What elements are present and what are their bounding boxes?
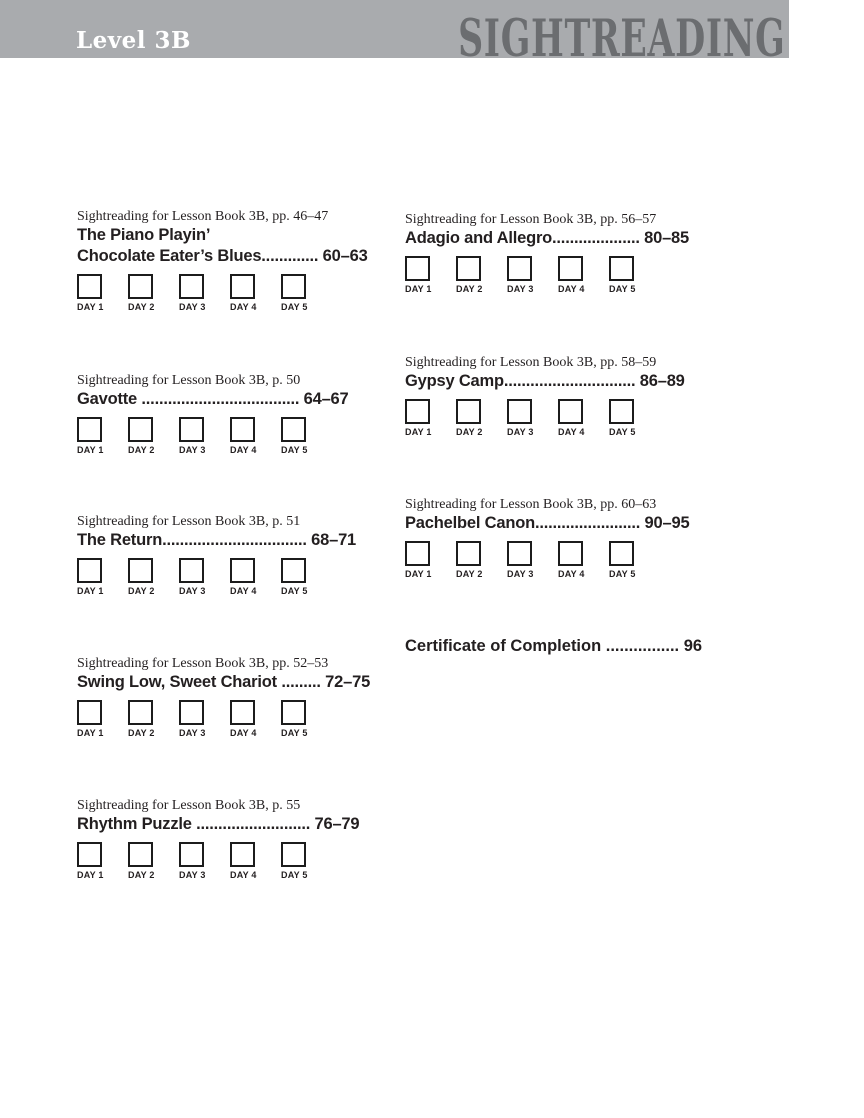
entry-title: Rhythm Puzzle .......................... 76–79	[77, 815, 360, 833]
day-checkbox[interactable]	[507, 256, 532, 281]
day-cell	[507, 541, 558, 579]
day-label: DAY 2	[128, 302, 155, 312]
day-checkbox[interactable]	[230, 700, 255, 725]
day-checkbox[interactable]	[456, 399, 481, 424]
day-checkbox[interactable]	[456, 256, 481, 281]
day-label: DAY 1	[77, 445, 104, 455]
day-label: DAY 2	[456, 569, 483, 579]
day-cell	[230, 417, 281, 455]
day-cell	[77, 558, 128, 596]
entry-caption: Sightreading for Lesson Book 3B, pp. 46–47	[77, 209, 329, 224]
entry-title: The Piano Playin’	[77, 226, 211, 244]
day-label: DAY 4	[558, 569, 585, 579]
day-label: DAY 2	[128, 728, 155, 738]
day-cell	[77, 274, 128, 312]
entry-title: Swing Low, Sweet Chariot ......... 72–75	[77, 673, 371, 691]
day-row	[77, 417, 397, 455]
day-checkbox[interactable]	[609, 256, 634, 281]
day-label: DAY 3	[507, 569, 534, 579]
day-checkbox[interactable]	[179, 274, 204, 299]
day-label: DAY 1	[405, 569, 432, 579]
day-cell	[230, 558, 281, 596]
day-cell	[405, 541, 456, 579]
day-cell	[77, 700, 128, 738]
day-checkbox[interactable]	[405, 541, 430, 566]
day-cell	[179, 417, 230, 455]
entry-title: Chocolate Eater’s Blues............. 60–63	[77, 247, 368, 265]
day-cell	[456, 256, 507, 294]
day-checkbox[interactable]	[77, 842, 102, 867]
day-label: DAY 1	[77, 302, 104, 312]
day-label: DAY 4	[230, 586, 257, 596]
day-cell	[609, 399, 660, 437]
entry-caption: Sightreading for Lesson Book 3B, pp. 60–63	[405, 497, 657, 512]
day-label: DAY 2	[128, 445, 155, 455]
day-label: DAY 1	[77, 586, 104, 596]
day-cell	[405, 256, 456, 294]
day-checkbox[interactable]	[179, 558, 204, 583]
day-cell	[230, 700, 281, 738]
day-row	[405, 541, 725, 579]
day-cell	[558, 256, 609, 294]
day-label: DAY 4	[558, 284, 585, 294]
day-cell	[456, 399, 507, 437]
day-cell	[77, 417, 128, 455]
day-label: DAY 5	[281, 728, 308, 738]
toc-entry-adagio-allegro	[405, 211, 725, 294]
day-cell	[456, 541, 507, 579]
day-cell	[281, 558, 332, 596]
day-label: DAY 3	[507, 427, 534, 437]
day-checkbox[interactable]	[609, 399, 634, 424]
day-cell	[128, 558, 179, 596]
day-label: DAY 4	[230, 728, 257, 738]
day-checkbox[interactable]	[281, 274, 306, 299]
entry-title: Gypsy Camp.............................. 86–89	[405, 372, 685, 390]
day-checkbox[interactable]	[558, 399, 583, 424]
day-cell	[281, 700, 332, 738]
day-checkbox[interactable]	[405, 399, 430, 424]
day-row	[405, 399, 725, 437]
day-label: DAY 3	[179, 586, 206, 596]
day-cell	[558, 541, 609, 579]
day-row	[405, 256, 725, 294]
day-label: DAY 5	[281, 302, 308, 312]
toc-entry-rhythm-puzzle	[77, 797, 397, 880]
entry-caption: Sightreading for Lesson Book 3B, p. 50	[77, 373, 301, 388]
day-checkbox[interactable]	[128, 417, 153, 442]
day-checkbox[interactable]	[281, 842, 306, 867]
day-label: DAY 2	[128, 870, 155, 880]
day-label: DAY 1	[77, 728, 104, 738]
toc-entry-swing-low	[77, 655, 397, 738]
day-checkbox[interactable]	[128, 700, 153, 725]
day-cell	[405, 399, 456, 437]
day-checkbox[interactable]	[230, 274, 255, 299]
day-cell	[128, 417, 179, 455]
day-cell	[179, 274, 230, 312]
day-checkbox[interactable]	[558, 541, 583, 566]
day-row	[77, 700, 397, 738]
day-checkbox[interactable]	[507, 541, 532, 566]
day-checkbox[interactable]	[281, 700, 306, 725]
day-label: DAY 5	[281, 445, 308, 455]
day-row	[77, 274, 397, 312]
page-title: SIGHTREADING	[457, 9, 785, 69]
day-cell	[558, 399, 609, 437]
day-label: DAY 4	[230, 870, 257, 880]
day-checkbox[interactable]	[281, 558, 306, 583]
entry-caption: Sightreading for Lesson Book 3B, p. 55	[77, 798, 301, 813]
day-label: DAY 4	[230, 302, 257, 312]
day-checkbox[interactable]	[128, 558, 153, 583]
day-checkbox[interactable]	[128, 274, 153, 299]
toc-entry-piano-playin	[77, 208, 397, 312]
day-checkbox[interactable]	[609, 541, 634, 566]
day-cell	[179, 842, 230, 880]
entry-title: Gavotte .................................... 64–67	[77, 390, 349, 408]
day-cell	[507, 399, 558, 437]
day-checkbox[interactable]	[77, 417, 102, 442]
day-row	[77, 842, 397, 880]
toc-entry-the-return	[77, 513, 397, 596]
day-cell	[609, 256, 660, 294]
day-checkbox[interactable]	[77, 700, 102, 725]
day-checkbox[interactable]	[128, 842, 153, 867]
entry-caption: Sightreading for Lesson Book 3B, pp. 52–53	[77, 656, 329, 671]
day-cell	[230, 842, 281, 880]
day-label: DAY 5	[609, 284, 636, 294]
day-cell	[507, 256, 558, 294]
day-label: DAY 5	[609, 569, 636, 579]
toc-entry-gypsy-camp	[405, 354, 725, 437]
day-checkbox[interactable]	[77, 274, 102, 299]
day-cell	[230, 274, 281, 312]
day-checkbox[interactable]	[558, 256, 583, 281]
day-checkbox[interactable]	[230, 842, 255, 867]
day-label: DAY 3	[179, 728, 206, 738]
entry-caption: Sightreading for Lesson Book 3B, p. 51	[77, 514, 301, 529]
day-checkbox[interactable]	[77, 558, 102, 583]
day-checkbox[interactable]	[281, 417, 306, 442]
entry-title: Pachelbel Canon........................ 90–95	[405, 514, 690, 532]
day-checkbox[interactable]	[405, 256, 430, 281]
day-cell	[281, 842, 332, 880]
day-label: DAY 1	[405, 427, 432, 437]
day-cell	[77, 842, 128, 880]
day-label: DAY 4	[230, 445, 257, 455]
day-cell	[128, 700, 179, 738]
day-label: DAY 2	[456, 427, 483, 437]
entry-title: The Return................................. 68–71	[77, 531, 357, 549]
day-label: DAY 3	[179, 302, 206, 312]
certificate-line: Certificate of Completion ................ 96	[405, 637, 703, 655]
level-badge: Level 3B	[76, 27, 191, 54]
day-label: DAY 4	[558, 427, 585, 437]
entry-caption: Sightreading for Lesson Book 3B, pp. 56–57	[405, 212, 657, 227]
day-label: DAY 5	[281, 870, 308, 880]
day-checkbox[interactable]	[179, 417, 204, 442]
entry-caption: Sightreading for Lesson Book 3B, pp. 58–59	[405, 355, 657, 370]
day-label: DAY 3	[179, 445, 206, 455]
day-cell	[128, 274, 179, 312]
day-label: DAY 2	[456, 284, 483, 294]
entry-title: Adagio and Allegro.................... 80–85	[405, 229, 689, 247]
day-label: DAY 1	[77, 870, 104, 880]
day-cell	[281, 417, 332, 455]
day-checkbox[interactable]	[179, 700, 204, 725]
day-cell	[609, 541, 660, 579]
day-label: DAY 5	[281, 586, 308, 596]
day-row	[77, 558, 397, 596]
day-checkbox[interactable]	[230, 558, 255, 583]
toc-entry-gavotte	[77, 372, 397, 455]
day-checkbox[interactable]	[507, 399, 532, 424]
day-checkbox[interactable]	[230, 417, 255, 442]
day-cell	[281, 274, 332, 312]
day-cell	[179, 700, 230, 738]
day-checkbox[interactable]	[456, 541, 481, 566]
day-cell	[128, 842, 179, 880]
day-label: DAY 2	[128, 586, 155, 596]
day-label: DAY 3	[507, 284, 534, 294]
toc-entry-pachelbel-canon	[405, 496, 725, 579]
day-label: DAY 3	[179, 870, 206, 880]
day-cell	[179, 558, 230, 596]
day-label: DAY 1	[405, 284, 432, 294]
day-checkbox[interactable]	[179, 842, 204, 867]
day-label: DAY 5	[609, 427, 636, 437]
